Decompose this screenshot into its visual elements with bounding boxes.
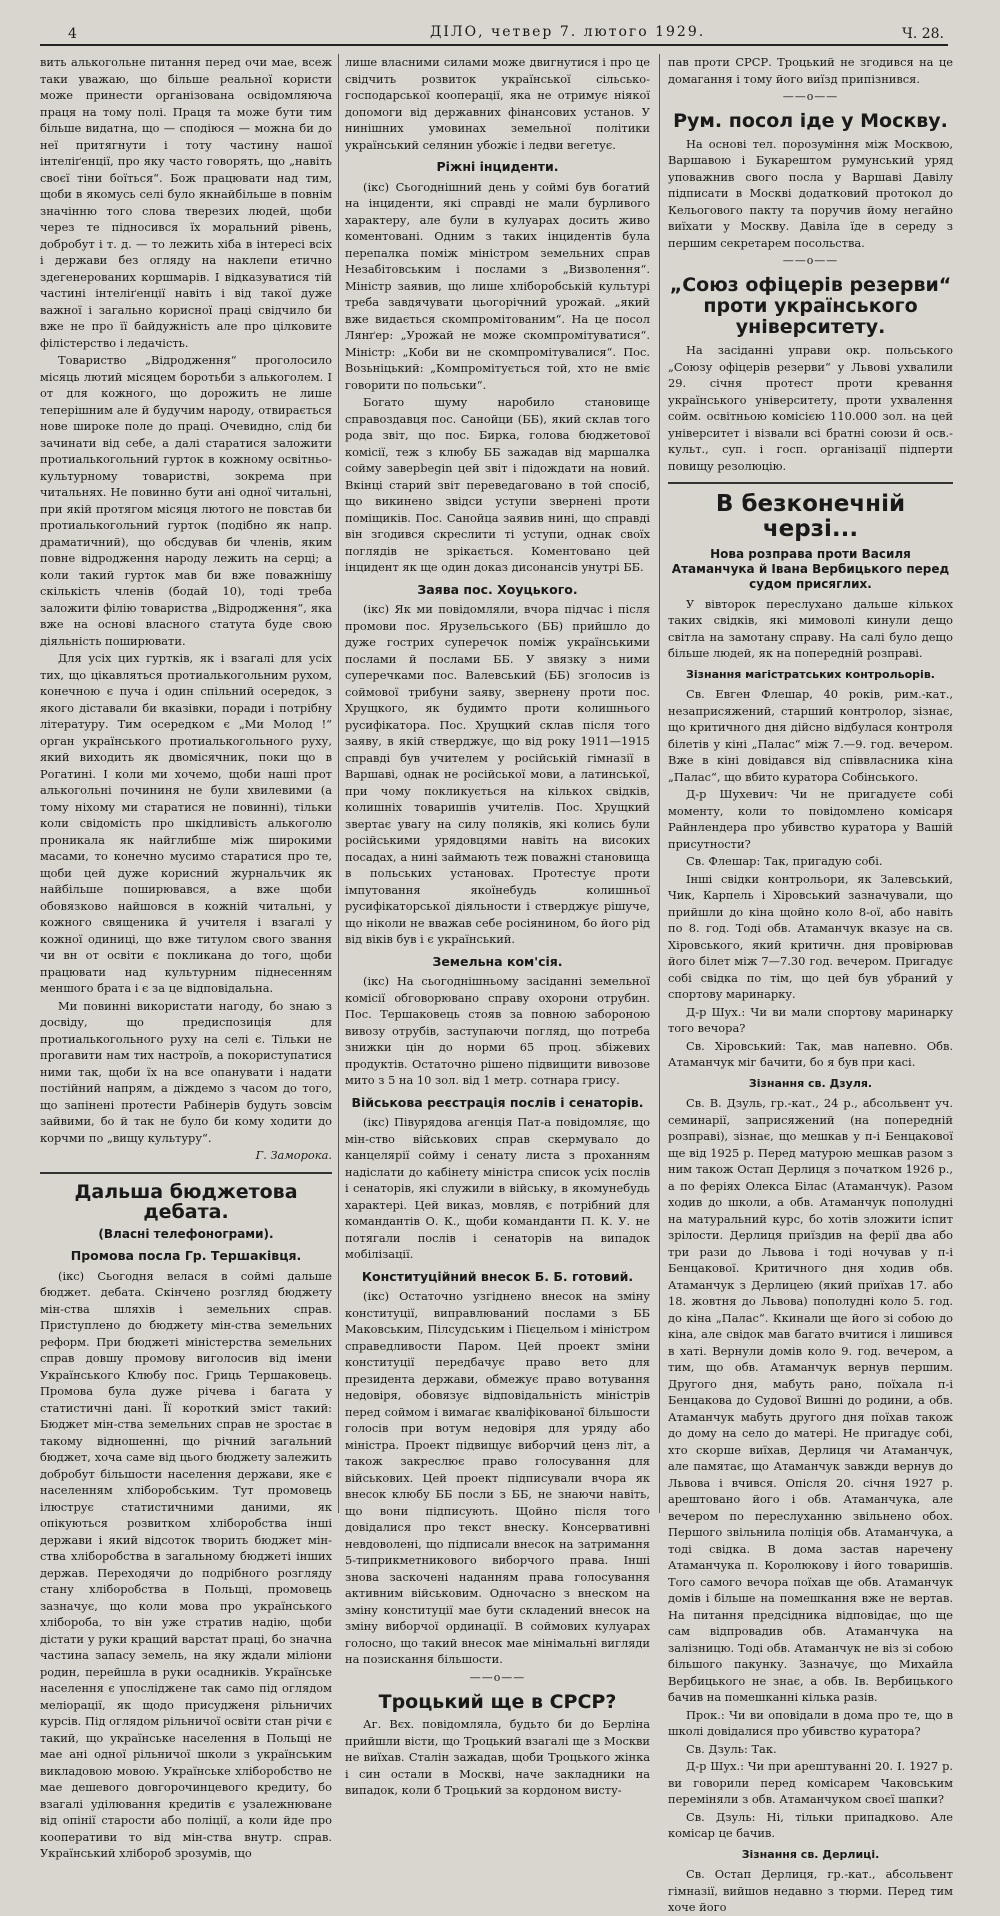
article-paragraph: Св. В. Дзуль, гр.-кат., 24 р., абсольвент уч. семинарії, заприсяжений (на попередній розправі), зізнає, що мешкав у п-і Бенцакової ще від 1925 р. Перед матурою мешкав разом з ним також Остап Дерлиця з початком 1926 р., а по феріях Олекса Білас (Атаманчук). Разом ходив до школи, а обв. Атаманчук пополудні на матуральний курс, бо хотів зложити іспит зрілости. Дерлиця приїздив на ферії два або три рази до Львова і тоді ночував у п-і Бенцакової. Критичного дня ходив обв. Атаманчук з Дерлицею (який приїхав 17. або 18. жовтня до Львова) пополудні коло 5. год. до кіна „Палас“. Ккинали ще його зі собою до кіна, але свідок мав багато вчитися і лишився в хаті. Вернули домів коло 9. год. вечером, а тим, що обв. Атаманчук вернув першим. Другого дня, мабуть рано, поїхала п-і Бенцакова до Судової Вишні до родини, а обв. Атаманчук мабуть другого дня поїхав також до дому на село до матері. Не пригадує собі, хто скорше виїхав, Дерлиця чи Атаманчук, але памятає, що Атаманчук завжди вернув до Львова і вчився. Опісля 20. січня 1927 р. арештовано його і обв. Атаманчука, але вечером по переслуханню звільнено обох. Першого звільнила поліція обв. Атаманчука, а тоді свідка. В дома застав наречену Атаманчука п. Королюкову і його товаришів. Того самого вечора поїхав ще обв. Атаманчук домів і більше на помешкання вже не вертав. На питання предсідника відповідає, що ще сам відпровадив обв. Атаманчука на залізницю. Тоді обв. Атаманчук не віз зі собою більшого пакунку. Зазначує, що Михайла Вербицького не знає, а обв. Ів. Вербицького бачив на помешканні кілька разів. xyxy=(668,1096,953,1705)
divider xyxy=(40,1172,332,1174)
section-title: Заява пос. Хоуцького. xyxy=(417,581,578,597)
article-paragraph: Д-р Шух.: Чи при арештуванні 20. І. 1927 р. ви говорили перед комісарем Чаковським переміняли з обв. Атаманчуком своєї шапки? xyxy=(668,1759,953,1807)
article-paragraph: (ікс) Півурядова агенція Пат-а повідомляє, що мін-ство військових справ скермувало до канцелярії сойму і сенату листа з проханням надіслати до кабінету міністра список усіх послів і сенаторів, які служили в війську, в якомунебудь характері. Цей виказ, мовляв, є потрібний для командантів О. К., щоби команданти П. К. У. не потягали послів і сенаторів на випадок мобілізації. xyxy=(345,1115,650,1261)
headline-endless-queue: В безконечній черзі... xyxy=(715,491,906,543)
separator: ——o—— xyxy=(782,254,839,268)
article-paragraph: Аг. Вєх. повідомляла, будьто би до Берліна прийшли вісти, що Троцький взагалі ще з Москви не виїхав. Сталін зажадав, щоби Троцького жінка і син остали в Москві, наче закладники на випадок, коли б Троцький за кордоном висту- xyxy=(345,1717,650,1798)
section-title: Зізнання магістратських контрольорів. xyxy=(686,667,935,681)
article-paragraph: Прок.: Чи ви оповідали в дома про те, що в школі довідалися про убивство куратора? xyxy=(668,1707,953,1739)
article-paragraph: лише власними силами може двигнутися і про це свідчить розвиток української сільсько-господарської кооперації, яка не отримує ніякої допомоги від державних фінансових установ. У нинішних умовинах земельної політики український селянин убожіє і ледви вегетує. xyxy=(345,55,650,152)
article-paragraph: (ікс) Як ми повідомляли, вчора підчас і після промови пос. Ярузельського (ББ) прийшло до дуже гострих суперечок поміж українськими послами й послами ББ. У звязку з ними суперечками пос. Валевський (ББ) зголосив із соймової трибуни заяву, звернену проти пос. Хрущкого, як будимто проти колишнього русифікатора. Пос. Хрущкий склав після того заяву, в якій стверджує, що від року 1911—1915 справді був учителем у російській гімназії в Варшаві, однак не російської мови, а латинської, при чому покликується на кількох свідків, колишніх товаришів учителів. Пос. Хрущкий звертає увагу на силу поляків, які колись були російськими урядовцями навіть на високих посадах, а нині займають теж поважні становища в польських установах. Протестує проти імпутовання якоїнебудь колишньої русифікаторської діяльности і стверджує рішуче, що ніколи не вважав себе росіянином, бо його рід від віків був і є український. xyxy=(345,602,650,946)
article-paragraph: Для усіх цих гуртків, як і взагалі для усіх тих, що цікавляться протиалькогольним рухом, конечною є пуча і один спільний осередок, з якого діставали би вказівки, поради і потрібну літературу. Тим осередком є „Ми Молод !“ орган українського протиалькогольного руху, який виходить як двомісячник, поки що в Рогатині. І коли ми хочемо, щоби наші прот алькогольні почининя не були хвилевими (а тому ніхому ми старатися не повинні), тільки коли свідомість про шкідливість алькоголю проникала як найглибше між широкими масами, то конечно мусимо старатися про те, щоби цей дуже корисний журнальчик як найбільше поширювався, а вже щоби обовязково найшовся в кожній читальні, у кожного священика й учителя і взагалі у кожної одиниці, що вже титулом свого звання чи вн от освіти є покликана до того, щоби працювати над культурним піднесенням меншого брата і є за це відповідальна. xyxy=(40,651,332,995)
section-title: Зізнання св. Дзуля. xyxy=(748,1076,873,1090)
headline-trotsky: Троцький ще в СРСР? xyxy=(378,1690,617,1713)
separator: ——o—— xyxy=(469,1670,526,1684)
column-2 xyxy=(345,54,650,1798)
headline-romania: Рум. посол іде у Москву. xyxy=(673,110,948,132)
section-title: Конституційний внесок Б. Б. готовий. xyxy=(361,1268,634,1284)
article-paragraph: Св. Флешар: Так, пригадую собі. xyxy=(686,854,883,869)
newspaper-title: ДІЛО, четвер 7. лютого 1929. xyxy=(430,24,706,40)
section-title: Військова реєстрація послів і сенаторів. xyxy=(351,1094,644,1110)
article-paragraph: Товариство „Відродження“ проголосило місяць лютий місяцем боротьби з алькоголем. І от для кожного, що дорожить не лише теперішним але й будучим народу, отвирається нове широке поле до праці. Очевидно, слід би зачинати від себе, а далі старатися заложити протиалькогольний гурток в кожному освітньо-культурному товаристві, зокрема при читальнях. Не повинно бути ані одної читальні, при якій протягом місяця лютого не повстав би протиалькогольний гурток (подібно як напр. драматичний), що обсдував би членів, яким повне відродження народу лежить на серці; а коли такий гурток мав би вже поважнішу скількість членів (бодай 10), тоді треба заложити філію товариства „Відродження“, яка вже на основі власного статута буде свою діяльність поширювати. xyxy=(40,353,332,648)
divider xyxy=(668,482,953,484)
article-paragraph: (ікс) На сьогоднішньому засіданні земельної комісії обговорювано справу охорони отрубин. Пос. Тершаковець стояв за повною забороною вивозу отрубів, заступаючи погляд, що потреба знижки цін до норми 65 проц. збіжевих продуктів. Остаточно рішено підвищити вивозове мито з 5 на 10 зол. від 1 метр. сотнара грису. xyxy=(345,974,650,1087)
article-paragraph: (ікс) Сьогоднішний день у соймі був богатий на інциденти, які справді не мали бурливого характеру, але були в кулуарах досить живо коментовані. Одним з таких інцидентів була перепалка поміж міністром земельних справ Незабітовським і послами з „Визволення“. Міністр заявив, що лише хліборобській культурі треба завдячувати цьогорічний урожай. „який вже видається скомпромітованим“. На це посол Лянґер: „Урожай не може скомпромітуватися“. Міністр: „Коби ви не скомпромітувалися“. Пос. Возьніцький: „Компромітується той, хто не вміє говорити по польськи“. xyxy=(345,179,650,392)
article-paragraph: Св. Дзуль: Так. xyxy=(686,1741,777,1756)
article-paragraph: Св. Дзуль: Ні, тільки припадково. Але комісар це бачив. xyxy=(668,1809,953,1841)
column-rule xyxy=(659,54,660,1513)
article-paragraph: Св. Евген Флешар, 40 років, рим.-кат., незаприсяжений, старший контролор, зізнає, що критичного дня дійсно відбулася контроля білетів у кіні „Палас“ між 7.—9. год. вечером. Вже в кіні довідався від співвласника кіна „Палас“, що вбито куратора Собінського. xyxy=(668,687,953,784)
column-rule xyxy=(338,54,339,1513)
section-title: Промова посла Гр. Тершаківця. xyxy=(70,1248,302,1264)
masthead xyxy=(40,22,948,46)
headline-officers: „Союз офіцерів резерви“ проти українського університету. xyxy=(669,274,952,339)
section-title: Зізнання св. Дерлиці. xyxy=(741,1847,880,1861)
headline-budget-debate: Дальша бюджетова дебата. xyxy=(74,1180,298,1224)
column-3 xyxy=(668,54,953,1915)
article-paragraph: На основі тел. порозуміння між Москвою, Варшавою і Букарештом румунський уряд уповажнив свого посла у Варшаві Давілу підписати в Москві додатковий протокол до Кельогового пакту та поручив йому негайно виїхати у Москву. Давіла їде в середу з першим секретарем посольства. xyxy=(668,136,953,250)
article-paragraph: Д-р Шух.: Чи ви мали спортову маринарку того вечора? xyxy=(668,1004,953,1036)
article-paragraph: Св. Хіровський: Так, мав напевно. Обв. Атаманчук міг бачити, бо я був при касі. xyxy=(668,1038,953,1070)
article-paragraph: У вівторок переслухано дальше кількох таких свідків, які мимоволі кинули дещо світла на замотану справу. На салі було дещо більше людей, як на попередній розправі. xyxy=(668,596,953,661)
article-paragraph: вить алькогольне питання перед очи мае, всеж таки уважаю, що більше реальної користи може принести організована освідомляюча праця на тому полі. Праця та може бути тим більше видатна, що — сподіюся — можна би до неї притягнути і тоту частину нашої інтеліґенції, про яку часто говорять, що „навіть своєї тіни боїться“. Бож працювати над тим, щоби в якомусь селі було якнайбільше в повнім значінню того слова тверезих людей, щоби через те підносився їх моральний рівень, добробут і т. д. — то лежить хіба в інтересі всіх і держави без огляду на наклепи етично здегенерованих коршмарів. І відказуватися тій частині інтеліґенції навіть і від такої дуже важної і загально корисної праці свідчило би вже не про її байдужність але про цілковите філістерство і ледачість. xyxy=(40,55,332,350)
subheadline: (Власні телефонограми). xyxy=(98,1227,274,1242)
article-paragraph: (ікс) Сьогодня велася в соймі дальше бюджет. дебата. Скінчено розгляд бюджету мін-ства шляхів і земельних справ. Приступлено до бюджету мін-ства земельних реформ. При бюджеті міністерства земельних справ довшу промову виголосив від імени Українського Клюбу пос. Гриць Тершаковець. Промова була дуже річева і багата у статистичні дані. Її короткий зміст такий: Бюджет мін-ства земельних справ не зростає в такому відношенні, що річний загальний бюджет, хоча саме від цього бюджету залежить добробут більшости населення держави, яке є населенням хліборобським. Тут промовець ілюструє статистичними даними, як опікуються розвитком хліборобства інші держави і який відсоток творить бюджет мін-ства хліборобства в загальному бюджеті інших держав. Переходячи до подрібного розгляду стану хліборобства в Польщі, промовець зазначує, що коли мова про українського хлібороба, то він уже стратив надію, щоби дістати у руки кращий варстат праці, бо значна частина запасу земель, на яку ждали міліони родин, перейшла в руки осадників. Українське населення є упосліджене так само під оглядом меліорації, як щодо присудженя рільничих курсів. Під оглядом рільничої освіти стан річи є такий, що українське населення в Польщі не мае ані одної рільничої школи з українським викладовою мовою. Українське хліборобство не мае дешевого довгорочинцевого кредиту, бо взагалі уділювання кредитів є узалежнюване від опінії старости або поліції, а коли йде про кооперативи то від мін-ства внутр. справ. Український хлібороб зрозумів, що xyxy=(40,1268,332,1861)
separator: ——o—— xyxy=(782,90,839,103)
article-paragraph: (ікс) Остаточно узгіднено внесок на зміну конституції, виправлюваний послами з ББ Маковським, Пілсудським і Пієцельом і міністром справедливости Паром. Цей проект зміни конституції передбачує право вето для президента держави, обмежує право вотування недовіря, обовязує відповідальність міністрів перед соймом і вимагає кваліфікованої більшости голосів при вотум недовіря для уряду або міністра. Проект підвищує виборчий ценз літ, а також закреслює право голосування для військових. Цей проект підписували вчора як внесок клюбу ББ посли з ББ, не знаючи навіть, що вони підписують. Щойно після того довідалися про текст внеску. Консервативні невдоволені, що підписали внесок на затримання 5-типрикметникового виборчого права. Інші знова заскочені наданням права голосування активним військовим. Одночасно з внеском на зміну конституції мае бути складений внесок на зміну виборчої ординації. В соймових кулуарах голосно, що такий внесок мае мінімальні вигляди на позискання більшости. xyxy=(345,1289,650,1666)
section-title: Ріжні інциденти. xyxy=(436,159,559,174)
article-paragraph: пав проти СРСР. Троцький не згодився на це домагання і тому його виїзд припізнився. xyxy=(668,55,953,86)
article-paragraph: Д-р Шухевич: Чи не пригадуєте собі моменту, коли то повідомлено комісаря Райнлендера про убивство куратора у Вашій присутности? xyxy=(668,787,953,851)
article-paragraph: Інші свідки контрольори, як Залевський, Чик, Карпель і Хіровський зазначували, що прийшли до кіна щойно коло 8-ої, або навіть по 8. год. Тоді обв. Атаманчук вказує на св. Хіровського, який критичн. дня провірював його білет між 7—7.30 год. вечером. Пригадує собі свідка по тім, що цей був убраний у спортову маринарку. xyxy=(668,871,953,1002)
issue-number: Ч. 28. xyxy=(902,26,944,42)
column-1 xyxy=(40,54,332,1861)
subheadline: Нова розправа проти Василя Атаманчука й Івана Вербицького перед судом присяглих. xyxy=(671,546,950,591)
page-number: 4 xyxy=(68,26,77,42)
article-paragraph: Ми повинні використати нагоду, бо знаю з досвіду, що предиспозиція для протиалькогольного руху на селі є. Тільки не прогавити нам тих настроїв, а покориступатися ними так, щоби їх на все опанувати і надати постійний напрям, а діждемо з часом до того, що запінені протести Рабінерів будуть зовсім зайвими, бо й так не було би кому ходити до корчми по „вищу культуру“. xyxy=(40,998,332,1145)
article-paragraph: Богато шуму наробило становище справоздавця пос. Санойци (ББ), який склав того рода звіт, що пос. Бирка, голова бюджетової комісії, теж з клюбу ББ зажадав від маршалка сойму заверbegin цей звіт і підождати на новий. Вкінці старий звіт переведаговано в той спосіб, що викинено звідси уступи звернені проти поміщиків. Пос. Санойца заявив нині, що справді він згодився скреслити ті уступи, однак своїх поглядів не зрікається. Коментовано цей інцидент як ще один доказ дисонансів унутрі ББ. xyxy=(345,395,650,574)
section-title: Земельна ком'сія. xyxy=(432,953,563,969)
article-signature: Г. Заморока. xyxy=(255,1148,332,1162)
article-paragraph: Св. Остап Дерлиця, гр.-кат., абсольвент гімназії, вийшов недавно з тюрми. Перед тим хоче його xyxy=(668,1867,953,1915)
article-paragraph: На засіданні управи окр. польського „Союзу офіцерів резерви“ у Львові ухвалили 29. січня протест проти кревання українського університету, проти ухвалення сойм. освітньою комісією 110.000 зол. на цей університет і візвали всі братні союзи й осв.-культ., суп. і госп. організації підперти повищу резолюцію. xyxy=(668,343,953,473)
